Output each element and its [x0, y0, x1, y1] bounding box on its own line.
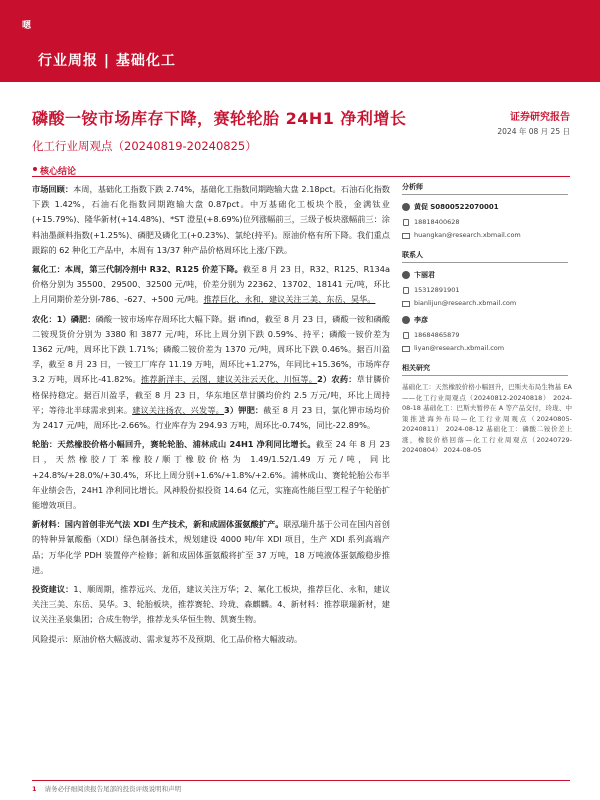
agro-label: 农化：1）磷肥：	[32, 313, 96, 324]
contact-phone	[402, 329, 572, 342]
analyst-section-label: 分析师	[402, 183, 423, 191]
tire-label: 轮胎：天然橡胶价格小幅回升，赛轮轮胎、浦林成山 24H1 净利同比增长。	[32, 439, 316, 450]
phone-icon	[403, 287, 409, 294]
agro-recommend: 推荐新洋丰、云图，建议关注云天化、川恒等。	[140, 374, 318, 385]
paragraph-agrochemical	[32, 312, 390, 434]
sidebar-divider	[402, 375, 568, 376]
fluoro-recommend: 推荐巨化、永和，建议关注三美、东岳、昊华。	[203, 294, 376, 305]
new-materials-label: 新材料：国内首创非光气法 XDI 生产技术，新和成固体蛋氨酸扩产。	[32, 519, 284, 530]
analyst-email-address[interactable]: huangkan@research.xbmail.com	[414, 231, 521, 239]
agro-text: 磷酸一铵市场库存周环比大幅下降。据 ifind，截至 8 月 23 日，磷酸一铵和磷酸二铵现货价分别为 3380 和 3877 元/吨，环比上周分别下跌 0.59%、持平；磷酸一铵价差为 1362 元/吨，周环比下跌 1.71%；磷酸二铵价差为 1370 元/吨，周环比下跌 0.46%。据百川盈孚，截至 8 月 23 日，一铵工厂库存 11.19 万吨，周环比+1.27%，年同比+15.36%，市场库存 3.2 万吨，周环比-41.82%。	[32, 313, 390, 385]
disclaimer-note: 请务必仔细阅读报告尾部的投资评级说明和声明	[44, 785, 182, 793]
new-materials-text: 联泓瑞升基于公司在国内首创的特种异氰酸酯（XDI）绿色制备技术，规划建设 4000 吨/年 XDI 项目，生产 XDI 系列高端产品；万华化学 PDH 装置停产检修；新和成固体蛋氨酸将扩至 37 万吨，18 万吨液体蛋氨酸稳步推进。	[32, 519, 390, 575]
contact-email[interactable]	[402, 342, 572, 355]
footer-divider	[32, 780, 570, 781]
report-category: 行业周报 | 基础化工	[38, 53, 176, 69]
section-divider	[32, 176, 570, 177]
related-research-list[interactable]: 基础化工：天然橡胶价格小幅回升，巴斯夫布局生物基 EA——化工行业周观点（20240812-20240818） 2024-08-18 基础化工：巴斯夫暂停在 A 等产品交付，玲珑、中策推进海外布局—化工行业周观点（20240805-20240811） 2024-08-12 基础化工：磷酸二铵价差上涨，橡胶价格回落—化工行业周观点（20240729-20240804） 2024-08-05	[402, 383, 572, 454]
paragraph-investment	[32, 582, 390, 628]
investment-label: 投资建议：	[32, 584, 74, 595]
company-logo: 嗯	[22, 21, 32, 31]
market-review-text: 本周，基础化工指数下跌 2.74%，基础化工指数同期跑输大盘 2.18pct。石油石化指数下跌 1.42%，石油石化指数同期跑输大盘 0.87pct。中万基础化工板块个股，金满钛业(+15.79%)、隆华新材(+14.48%)、*ST 澄星(+8.69%)位列涨幅前三，三级子板块涨幅前三：涂料油墨颜料指数(+1.25%)、磷肥及磷化工(+0.23%)、氯纶(持平)。原油价格有所下降。我们重点跟踪的 62 种化工产品中，本周有 13/37 种产品价格周环比上涨/下跌。	[32, 184, 390, 255]
market-review-label: 市场回顾：	[32, 184, 74, 194]
analyst-entry	[402, 201, 572, 213]
report-type-tag: 证券研究报告	[510, 112, 570, 123]
contact-email[interactable]	[402, 297, 572, 310]
bullet-icon	[33, 167, 37, 171]
contacts-section-label: 联系人	[402, 251, 423, 259]
analyst-name: 黄促	[414, 203, 428, 211]
paragraph-risk: 风险提示：原油价格大幅波动、需求复苏不及预期、化工品价格大幅波动。	[32, 633, 303, 644]
analyst-email[interactable]	[402, 229, 572, 242]
pesticide-text: 草甘膦价格保持稳定。据百川盈孚，截至 8 月 23 日，华东地区草甘膦均价约 2.5 万元/吨，环比上周持平；等待北半球需求到来。	[32, 374, 390, 415]
sidebar	[402, 178, 572, 456]
paragraph-fluorochemical	[32, 262, 390, 308]
potash-label: 3）钾肥：	[224, 404, 264, 415]
potash-text: 截至 8 月 23 日，氯化钾市场均价为 2417 元/吨，周环比-2.66%。行业库存为 294.93 万吨，周环比-0.74%，同比-22.89%。	[32, 404, 390, 431]
sidebar-divider	[402, 194, 568, 195]
pesticide-recommend: 建议关注扬农、兴发等。	[132, 404, 225, 415]
report-date: 2024 年 08 月 25 日	[497, 127, 570, 136]
mail-icon	[402, 301, 410, 307]
mail-icon	[402, 346, 410, 352]
contact-phone-number: 15312891901	[414, 286, 460, 294]
contact-entry	[402, 314, 572, 326]
contact-name: 卞丽君	[414, 271, 435, 279]
tire-text: 截至 24 年 8 月 23 日，天然橡胶/丁苯橡胶/顺丁橡胶价格为 1.49/1.52/1.49 万元/吨，同比+24.8%/+28.0%/+30.4%，环比上周分别+1.6%/+1.8%/+2.6%。浦林成山、赛轮轮胎公布半年业绩会告，24H1 净利同比增长。风神股份拟投资 14.64 亿元，实施高性能巨型工程子午轮胎扩能增效项目。	[32, 439, 391, 511]
page-footer	[32, 784, 181, 793]
main-body	[32, 182, 390, 651]
phone-icon	[403, 332, 409, 339]
report-header-band	[0, 0, 600, 82]
sidebar-divider	[402, 262, 568, 263]
contact-email-address[interactable]: bianlijun@research.xbmail.com	[414, 299, 517, 307]
analyst-phone	[402, 216, 572, 229]
analyst-id: S0800522070001	[430, 203, 499, 211]
paragraph-market-review	[32, 182, 390, 258]
contact-phone	[402, 284, 572, 297]
contact-entry	[402, 269, 572, 281]
person-icon	[402, 271, 410, 279]
report-title: 磷酸一铵市场库存下降，赛轮轮胎 24H1 净利增长	[32, 109, 407, 128]
paragraph-new-materials	[32, 517, 390, 578]
page-number: 1	[32, 785, 37, 793]
contact-phone-number: 18684865879	[414, 331, 460, 339]
person-icon	[402, 203, 410, 211]
person-icon	[402, 316, 410, 324]
analyst-phone-number: 18818400628	[414, 218, 460, 226]
investment-text: 1、顺周期，推荐远兴、龙佰，建议关注万华；2、氟化工板块，推荐巨化、永和，建议关注三美、东岳、昊华。3、轮胎板块，推荐赛轮、玲珑、森麒麟。4、新材料：推荐联瑞新材，建议关注圣泉集团；合成生物学，推荐龙头华恒生物、凯赛生物。	[32, 584, 390, 625]
contact-name: 李彦	[414, 316, 428, 324]
paragraph-tire	[32, 437, 390, 513]
fluoro-text: 截至 8 月 23 日，R32、R125、R134a 价格分别为 35500、29500、32500 元/吨，价差分别为 22362、13702、18141 元/吨，环比上月同期价差分别-786、-627、+500 元/吨。	[32, 264, 390, 305]
related-section-label: 相关研究	[402, 364, 430, 372]
pesticide-label: 2）农药：	[317, 374, 357, 385]
fluoro-label: 氟化工：本周，第三代制冷剂中 R32、R125 价差下降。	[32, 264, 243, 275]
mail-icon	[402, 233, 410, 239]
related-research	[402, 363, 572, 456]
report-subtitle: 化工行业周观点（20240819-20240825）	[32, 139, 257, 153]
core-conclusion-label: 核心结论	[40, 167, 77, 177]
phone-icon	[403, 219, 409, 226]
contact-email-address[interactable]: liyan@research.xbmail.com	[414, 344, 505, 352]
